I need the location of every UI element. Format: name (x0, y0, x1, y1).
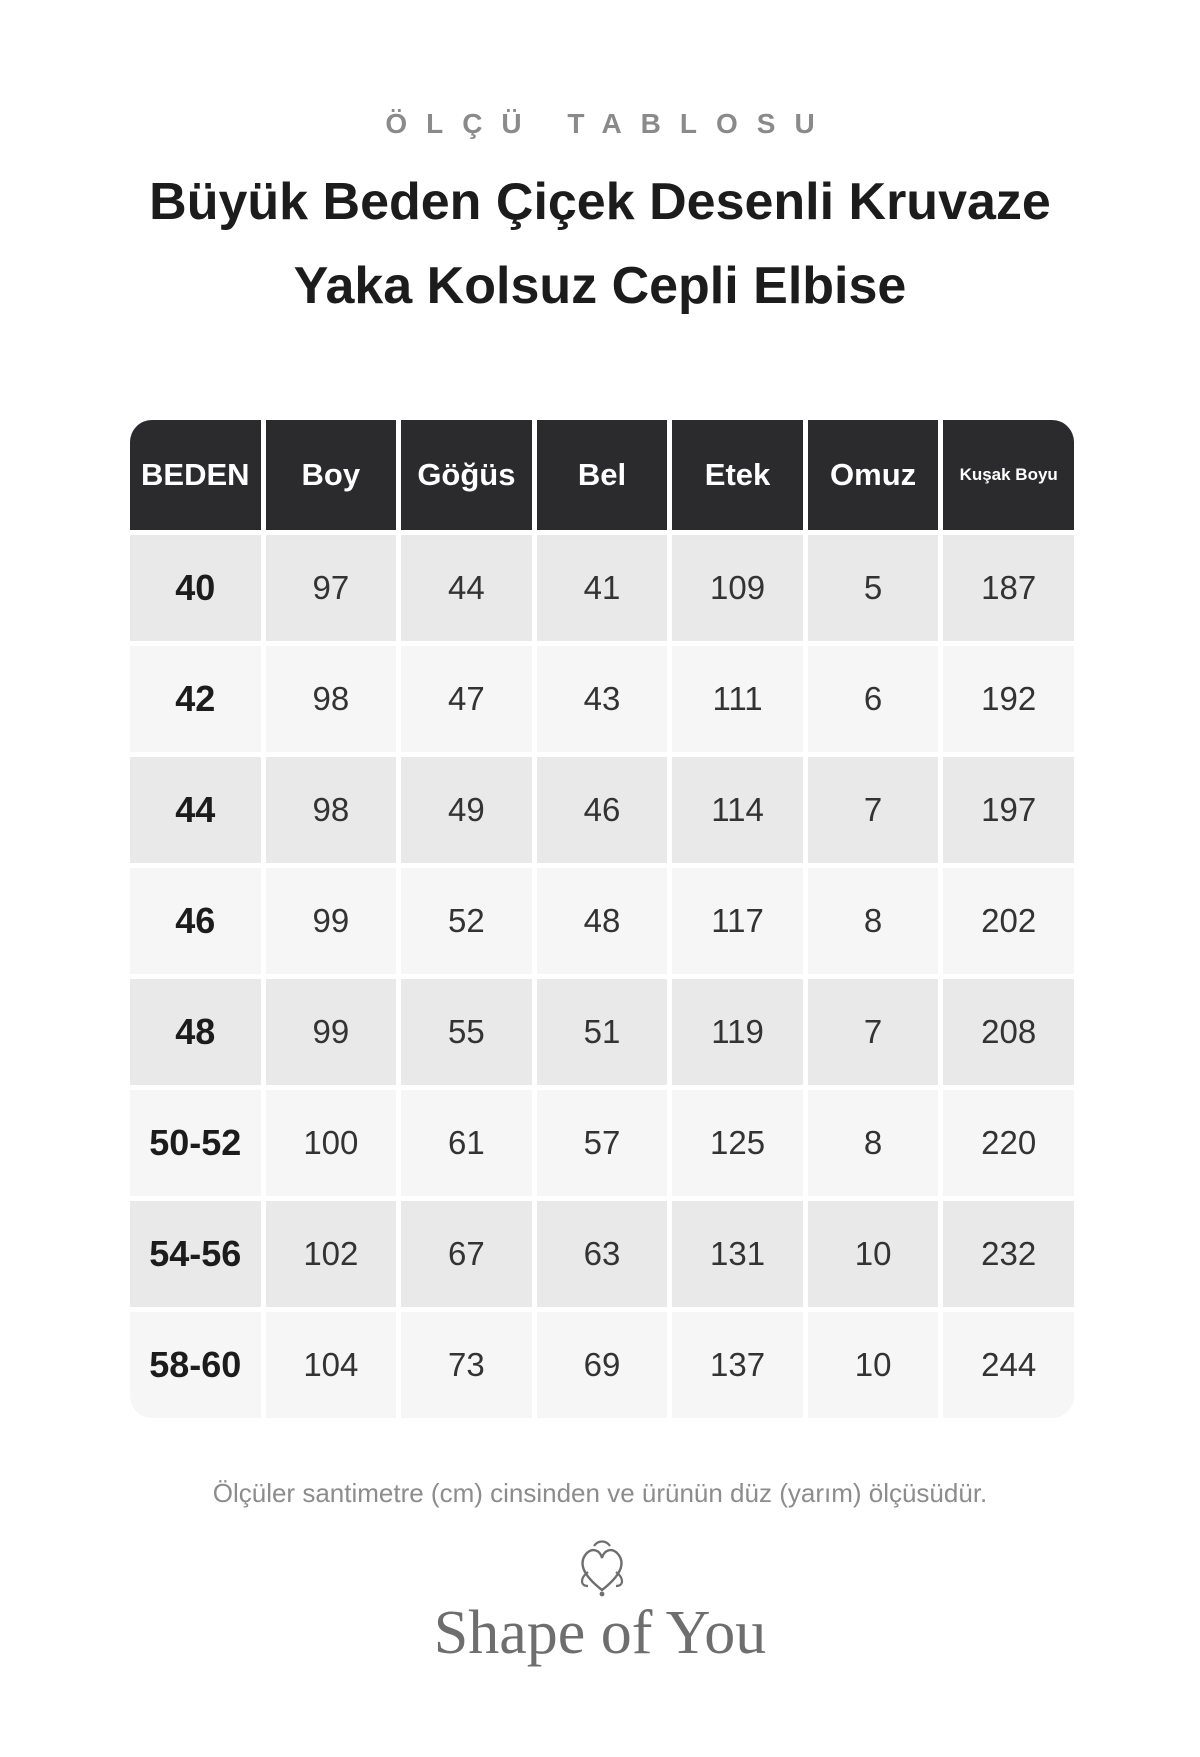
size-cell: 58-60 (130, 1312, 261, 1418)
measurement-cell: 137 (672, 1312, 803, 1418)
measurement-cell: 61 (401, 1090, 532, 1196)
measurement-cell: 98 (266, 646, 397, 752)
measurement-cell: 10 (808, 1312, 939, 1418)
measurement-cell: 102 (266, 1201, 397, 1307)
column-header-etek: Etek (672, 420, 803, 530)
measurement-note: Ölçüler santimetre (cm) cinsinden ve ürünün düz (yarım) ölçüsüdür. (212, 1478, 988, 1508)
measurement-cell: 7 (808, 979, 939, 1085)
size-cell: 48 (130, 979, 261, 1085)
size-cell: 42 (130, 646, 261, 752)
size-cell: 50-52 (130, 1090, 261, 1196)
measurement-cell: 117 (672, 868, 803, 974)
measurement-cell: 202 (943, 868, 1074, 974)
measurement-cell: 7 (808, 757, 939, 863)
heart-swirl-icon (570, 1538, 634, 1598)
table-row (130, 1201, 1074, 1307)
measurement-cell: 100 (266, 1090, 397, 1196)
table-header-row (130, 420, 1074, 530)
size-chart-table (130, 420, 1074, 1418)
measurement-cell: 99 (266, 868, 397, 974)
section-eyebrow: ÖLÇÜ TABLOSU (385, 108, 834, 139)
column-header-omuz: Omuz (808, 420, 939, 530)
measurement-cell: 192 (943, 646, 1074, 752)
page-title: Büyük Beden Çiçek Desenli Kruvaze Yaka Kolsuz Cepli Elbise (149, 173, 1051, 315)
measurement-cell: 69 (537, 1312, 668, 1418)
table-row (130, 757, 1074, 863)
column-header-bel: Bel (537, 420, 668, 530)
measurement-cell: 73 (401, 1312, 532, 1418)
measurement-cell: 44 (401, 535, 532, 641)
measurement-cell: 10 (808, 1201, 939, 1307)
measurement-cell: 46 (537, 757, 668, 863)
column-header-kusak-boyu: Kuşak Boyu (943, 420, 1074, 530)
table-row (130, 646, 1074, 752)
measurement-cell: 8 (808, 1090, 939, 1196)
measurement-cell: 52 (401, 868, 532, 974)
measurement-cell: 47 (401, 646, 532, 752)
measurement-cell: 67 (401, 1201, 532, 1307)
measurement-cell: 220 (943, 1090, 1074, 1196)
column-header-boy: Boy (266, 420, 397, 530)
measurement-cell: 244 (943, 1312, 1074, 1418)
measurement-cell: 109 (672, 535, 803, 641)
measurement-cell: 125 (672, 1090, 803, 1196)
measurement-cell: 55 (401, 979, 532, 1085)
measurement-cell: 197 (943, 757, 1074, 863)
measurement-cell: 104 (266, 1312, 397, 1418)
measurement-cell: 49 (401, 757, 532, 863)
table-row (130, 1312, 1074, 1418)
measurement-cell: 63 (537, 1201, 668, 1307)
table-body (130, 535, 1074, 1418)
table-row (130, 868, 1074, 974)
brand-logo-text: Shape of You (433, 1599, 767, 1667)
measurement-cell: 57 (537, 1090, 668, 1196)
measurement-cell: 43 (537, 646, 668, 752)
table-row (130, 979, 1074, 1085)
measurement-cell: 41 (537, 535, 668, 641)
measurement-cell: 119 (672, 979, 803, 1085)
measurement-cell: 6 (808, 646, 939, 752)
column-header-gogus: Göğüs (401, 420, 532, 530)
measurement-cell: 98 (266, 757, 397, 863)
table-row (130, 1090, 1074, 1196)
size-cell: 54-56 (130, 1201, 261, 1307)
measurement-cell: 99 (266, 979, 397, 1085)
size-cell: 46 (130, 868, 261, 974)
table-row (130, 535, 1074, 641)
size-cell: 40 (130, 535, 261, 641)
measurement-cell: 5 (808, 535, 939, 641)
measurement-cell: 232 (943, 1201, 1074, 1307)
measurement-cell: 8 (808, 868, 939, 974)
measurement-cell: 114 (672, 757, 803, 863)
measurement-cell: 131 (672, 1201, 803, 1307)
measurement-cell: 48 (537, 868, 668, 974)
measurement-cell: 187 (943, 535, 1074, 641)
size-cell: 44 (130, 757, 261, 863)
measurement-cell: 111 (672, 646, 803, 752)
column-header-beden: BEDEN (130, 420, 261, 530)
measurement-cell: 208 (943, 979, 1074, 1085)
measurement-cell: 97 (266, 535, 397, 641)
measurement-cell: 51 (537, 979, 668, 1085)
